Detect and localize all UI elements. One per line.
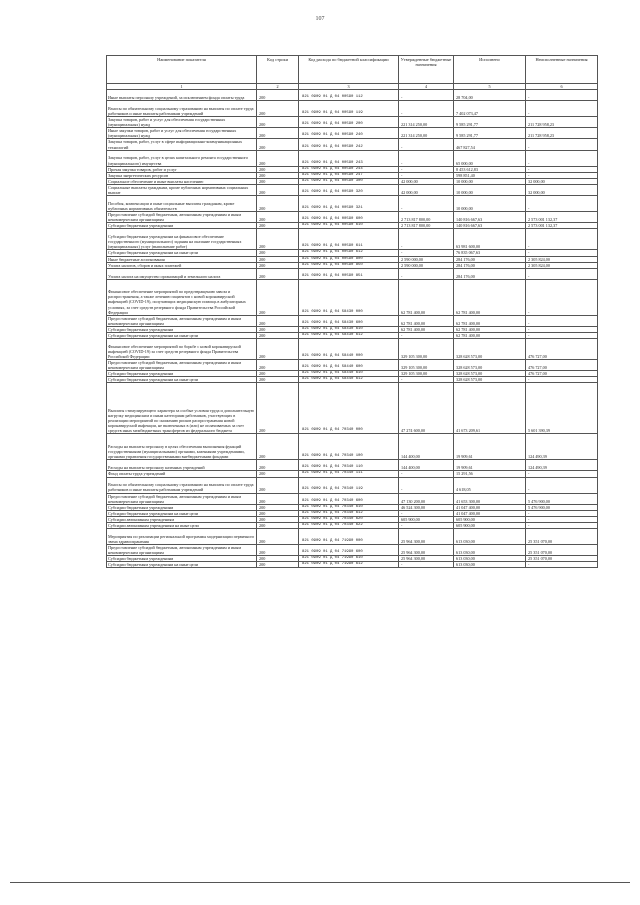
approved-amount-cell: 62 781 400,00: [399, 326, 454, 332]
row-code-cell: 200: [257, 493, 299, 504]
approved-amount-cell: 605 900,00: [399, 516, 454, 522]
indicator-name-cell: Субсидии бюджетным учреждениям на иные цели: [107, 250, 257, 256]
column-header: Наименование показателя: [107, 56, 257, 84]
unexecuted-amount-cell: 5 476 900,00: [526, 493, 598, 504]
row-code-cell: 200: [257, 150, 299, 166]
row-code-cell: 200: [257, 504, 299, 510]
unexecuted-amount-cell: 476 727,00: [526, 360, 598, 371]
table-row: [107, 383, 598, 434]
executed-amount-cell: 605 900,00: [454, 523, 526, 529]
row-code-cell: 200: [257, 166, 299, 172]
executed-amount-cell: 613 030,00: [454, 556, 526, 562]
budget-classification-cell: 821 0909 01 Д 04 70340 612: [299, 510, 399, 516]
table-row: [107, 339, 598, 360]
table-row: [107, 315, 598, 326]
unexecuted-amount-cell: -: [526, 279, 598, 315]
indicator-name-cell: Субсидии бюджетным учреждениям на иные цели: [107, 332, 257, 338]
unexecuted-amount-cell: -: [526, 562, 598, 568]
budget-execution-table: [106, 55, 598, 568]
executed-amount-cell: 41 673 209,61: [454, 383, 526, 434]
executed-amount-cell: 15 291,56: [454, 471, 526, 477]
table-row: [107, 196, 598, 212]
budget-classification-cell: 821 0909 01 Д 04 00590 600: [299, 212, 399, 223]
row-code-cell: 200: [257, 279, 299, 315]
executed-amount-cell: 613 030,00: [454, 562, 526, 568]
unexecuted-amount-cell: -: [526, 150, 598, 166]
indicator-name-cell: Субсидии автономным учреждениям: [107, 516, 257, 522]
budget-classification-cell: 821 0909 01 Д 04 58430 610: [299, 326, 399, 332]
approved-amount-cell: 62 781 400,00: [399, 279, 454, 315]
row-code-cell: 200: [257, 383, 299, 434]
indicator-name-cell: Субсидии бюджетным учреждениям на иные цели: [107, 510, 257, 516]
indicator-name-cell: Уплата налога на имущество организаций и земельного налога: [107, 268, 257, 279]
indicator-name-cell: Закупка товаров, работ, услуг в сфере информационно-коммуникационных технологий: [107, 139, 257, 150]
row-code-cell: 200: [257, 229, 299, 250]
budget-classification-cell: 821 0909 01 Д 04 00590 851: [299, 268, 399, 279]
executed-amount-cell: 9 585 291,77: [454, 128, 526, 139]
indicator-name-cell: Предоставление субсидий бюджетным, автономным учреждениям и иным некоммерческим организациям: [107, 315, 257, 326]
executed-amount-cell: 41 047 400,00: [454, 504, 526, 510]
row-code-cell: 200: [257, 212, 299, 223]
executed-amount-cell: 328 628 573,00: [454, 377, 526, 383]
budget-classification-cell: 821 0909 01 Д 04 70340 111: [299, 471, 399, 477]
approved-amount-cell: 42 000,00: [399, 184, 454, 195]
unexecuted-amount-cell: 5 476 900,00: [526, 504, 598, 510]
budget-classification-cell: 821 0909 01 Д 04 70340 610: [299, 504, 399, 510]
budget-classification-cell: 821 0909 01 Д 04 58430 612: [299, 332, 399, 338]
row-code-cell: 200: [257, 377, 299, 383]
unexecuted-amount-cell: 211 728 958,23: [526, 117, 598, 128]
unexecuted-amount-cell: -: [526, 229, 598, 250]
approved-amount-cell: -: [399, 172, 454, 178]
table-row: [107, 150, 598, 166]
executed-amount-cell: 9 585 291,77: [454, 117, 526, 128]
budget-classification-cell: 821 0909 01 Д 04 00590 300: [299, 178, 399, 184]
indicator-name-cell: Иные закупки товаров, работ и услуг для обеспечения государственных (муниципальных) нужд: [107, 128, 257, 139]
table-row: [107, 279, 598, 315]
budget-classification-cell: 821 0909 01 Д 04 58440 612: [299, 377, 399, 383]
indicator-name-cell: Уплата налогов, сборов и иных платежей: [107, 262, 257, 268]
indicator-name-cell: Взносы по обязательному социальному страхованию на выплаты по оплате труда работников и иные выплаты работникам учреждений: [107, 477, 257, 493]
unexecuted-amount-cell: 25 351 070,00: [526, 529, 598, 545]
table-row: [107, 117, 598, 128]
budget-classification-cell: 821 0909 01 Д 04 58440 000: [299, 339, 399, 360]
approved-amount-cell: 2 713 817 800,00: [399, 223, 454, 229]
table-header-row: [107, 56, 598, 84]
executed-amount-cell: 328 628 573,00: [454, 339, 526, 360]
executed-amount-cell: 7 402 073,47: [454, 101, 526, 117]
table-row: [107, 360, 598, 371]
row-code-cell: 200: [257, 268, 299, 279]
executed-amount-cell: 63 981 600,00: [454, 229, 526, 250]
row-code-cell: 200: [257, 339, 299, 360]
unexecuted-amount-cell: -: [526, 523, 598, 529]
budget-classification-cell: 821 0909 01 Д 04 00590 200: [299, 117, 399, 128]
budget-classification-cell: 821 0909 01 Д 04 00590 242: [299, 139, 399, 150]
approved-amount-cell: 47 130 200,00: [399, 493, 454, 504]
indicator-name-cell: Иные выплаты персоналу учреждений, за исключением фонда оплаты труда: [107, 90, 257, 101]
unexecuted-amount-cell: -: [526, 315, 598, 326]
indicator-name-cell: Взносы по обязательному социальному страхованию на выплаты по оплате труда работников и иные выплаты работникам учреждений: [107, 101, 257, 117]
executed-amount-cell: 605 900,00: [454, 516, 526, 522]
column-header: Утвержденные бюджетные назначения: [399, 56, 454, 84]
indicator-name-cell: Прочая закупка товаров, работ и услуг: [107, 166, 257, 172]
page-number: 107: [315, 16, 325, 22]
executed-amount-cell: 62 781 400,00: [454, 279, 526, 315]
budget-classification-cell: 821 0909 01 Д 04 71990 000: [299, 529, 399, 545]
indicator-name-cell: Субсидии бюджетным учреждениям: [107, 371, 257, 377]
approved-amount-cell: 144 400,00: [399, 434, 454, 460]
table-row: [107, 212, 598, 223]
unexecuted-amount-cell: 211 728 958,23: [526, 128, 598, 139]
budget-classification-cell: 821 0909 01 Д 04 00590 247: [299, 172, 399, 178]
unexecuted-amount-cell: 2 305 824,00: [526, 256, 598, 262]
budget-classification-cell: 821 0909 01 Д 04 00590 112: [299, 90, 399, 101]
executed-amount-cell: 65 000,00: [454, 150, 526, 166]
executed-amount-cell: 328 628 573,00: [454, 371, 526, 377]
budget-classification-cell: 821 0909 01 Д 04 00590 119: [299, 101, 399, 117]
indicator-name-cell: Закупка товаров, работ, услуг в целях капитального ремонта государственного (муниципального) имущества: [107, 150, 257, 166]
row-code-cell: 200: [257, 477, 299, 493]
row-code-cell: 200: [257, 545, 299, 556]
budget-classification-cell: 821 0909 01 Д 04 71990 600: [299, 545, 399, 556]
budget-classification-cell: 821 0909 01 Д 04 00590 320: [299, 184, 399, 195]
executed-amount-cell: 613 030,00: [454, 545, 526, 556]
table-row: [107, 529, 598, 545]
approved-amount-cell: -: [399, 332, 454, 338]
unexecuted-amount-cell: -: [526, 268, 598, 279]
table-row: [107, 128, 598, 139]
row-code-cell: 200: [257, 332, 299, 338]
budget-classification-cell: 821 0909 01 Д 04 58430 600: [299, 315, 399, 326]
indicator-name-cell: Субсидии автономным учреждениям на иные цели: [107, 523, 257, 529]
column-header: Неисполненные назначения: [526, 56, 598, 84]
approved-amount-cell: -: [399, 101, 454, 117]
column-header: Исполнено: [454, 56, 526, 84]
unexecuted-amount-cell: -: [526, 90, 598, 101]
table-row: [107, 139, 598, 150]
page-bottom-rule: [10, 882, 630, 883]
approved-amount-cell: -: [399, 377, 454, 383]
indicator-name-cell: Субсидии бюджетным учреждениям на финансовое обеспечение государственного (муниципального) задания на оказание государственных (муниципальных) услуг (выполнение работ): [107, 229, 257, 250]
approved-amount-cell: 221 314 250,00: [399, 117, 454, 128]
budget-classification-cell: 821 0909 01 Д 04 70340 119: [299, 477, 399, 493]
executed-amount-cell: 76 835 067,63: [454, 250, 526, 256]
unexecuted-amount-cell: 2 573 001 132,37: [526, 223, 598, 229]
approved-amount-cell: -: [399, 90, 454, 101]
indicator-name-cell: Предоставление субсидий бюджетным, автономным учреждениям и иным некоммерческим организациям: [107, 212, 257, 223]
unexecuted-amount-cell: -: [526, 326, 598, 332]
executed-amount-cell: 10 000,00: [454, 184, 526, 195]
table-body: [107, 90, 598, 568]
executed-amount-cell: 10 000,00: [454, 178, 526, 184]
approved-amount-cell: 62 781 400,00: [399, 315, 454, 326]
row-code-cell: 200: [257, 256, 299, 262]
unexecuted-amount-cell: 476 727,00: [526, 371, 598, 377]
budget-classification-cell: 821 0909 01 Д 04 70340 600: [299, 493, 399, 504]
unexecuted-amount-cell: -: [526, 196, 598, 212]
row-code-cell: 200: [257, 460, 299, 471]
executed-amount-cell: 140 816 667,63: [454, 212, 526, 223]
table-row: [107, 101, 598, 117]
approved-amount-cell: 2 590 000,00: [399, 256, 454, 262]
unexecuted-amount-cell: -: [526, 172, 598, 178]
executed-amount-cell: 19 909,61: [454, 434, 526, 460]
unexecuted-amount-cell: -: [526, 510, 598, 516]
unexecuted-amount-cell: 32 000,00: [526, 184, 598, 195]
budget-classification-cell: 821 0909 01 Д 04 00590 850: [299, 262, 399, 268]
budget-classification-cell: 821 0909 01 Д 04 70340 110: [299, 460, 399, 471]
budget-classification-cell: 821 0909 01 Д 04 70340 622: [299, 523, 399, 529]
indicator-name-cell: Субсидии бюджетным учреждениям: [107, 504, 257, 510]
row-code-cell: 200: [257, 556, 299, 562]
indicator-name-cell: Пособия, компенсации и иные социальные выплаты гражданам, кроме публичных нормативных обязательств: [107, 196, 257, 212]
budget-classification-cell: 821 0909 01 Д 04 00590 240: [299, 128, 399, 139]
executed-amount-cell: 10 000,00: [454, 196, 526, 212]
executed-amount-cell: 62 781 400,00: [454, 332, 526, 338]
unexecuted-amount-cell: 2 573 001 132,37: [526, 212, 598, 223]
row-code-cell: 200: [257, 196, 299, 212]
row-code-cell: 200: [257, 529, 299, 545]
approved-amount-cell: -: [399, 562, 454, 568]
indicator-name-cell: Расходы на выплаты персоналу казенных учреждений: [107, 460, 257, 471]
approved-amount-cell: 329 105 300,00: [399, 371, 454, 377]
approved-amount-cell: -: [399, 139, 454, 150]
approved-amount-cell: 221 314 250,00: [399, 128, 454, 139]
executed-amount-cell: 19 909,61: [454, 460, 526, 471]
indicator-name-cell: Фонд оплаты труда учреждений: [107, 471, 257, 477]
indicator-name-cell: Субсидии бюджетным учреждениям: [107, 556, 257, 562]
row-code-cell: 200: [257, 223, 299, 229]
budget-classification-cell: 821 0909 01 Д 04 70340 000: [299, 383, 399, 434]
table-row: [107, 562, 598, 568]
approved-amount-cell: -: [399, 150, 454, 166]
budget-classification-cell: 821 0909 01 Д 04 00590 321: [299, 196, 399, 212]
row-code-cell: 200: [257, 90, 299, 101]
budget-classification-cell: 821 0909 01 Д 04 00590 244: [299, 166, 399, 172]
executed-amount-cell: 613 030,00: [454, 529, 526, 545]
column-header: Код расхода по бюджетной классификации: [299, 56, 399, 84]
approved-amount-cell: 329 105 300,00: [399, 360, 454, 371]
executed-amount-cell: 284 176,00: [454, 262, 526, 268]
approved-amount-cell: -: [399, 477, 454, 493]
unexecuted-amount-cell: 124 490,39: [526, 460, 598, 471]
row-code-cell: 200: [257, 360, 299, 371]
row-code-cell: 200: [257, 523, 299, 529]
indicator-name-cell: Социальное обеспечение и иные выплаты населению: [107, 178, 257, 184]
approved-amount-cell: 2 590 000,00: [399, 262, 454, 268]
executed-amount-cell: 328 628 573,00: [454, 360, 526, 371]
table-row: [107, 545, 598, 556]
unexecuted-amount-cell: -: [526, 139, 598, 150]
indicator-name-cell: Субсидии бюджетным учреждениям на иные цели: [107, 562, 257, 568]
unexecuted-amount-cell: 25 351 070,00: [526, 556, 598, 562]
indicator-name-cell: Субсидии бюджетным учреждениям: [107, 326, 257, 332]
row-code-cell: 200: [257, 434, 299, 460]
unexecuted-amount-cell: -: [526, 332, 598, 338]
row-code-cell: 200: [257, 117, 299, 128]
executed-amount-cell: 62 781 400,00: [454, 326, 526, 332]
table-row: [107, 434, 598, 460]
approved-amount-cell: 25 964 300,00: [399, 529, 454, 545]
table-row: [107, 477, 598, 493]
row-code-cell: 200: [257, 315, 299, 326]
row-code-cell: 200: [257, 371, 299, 377]
row-code-cell: 200: [257, 471, 299, 477]
budget-classification-cell: 821 0909 01 Д 04 58440 610: [299, 371, 399, 377]
column-number: 1: [107, 84, 257, 90]
budget-classification-cell: 821 0909 01 Д 04 00590 243: [299, 150, 399, 166]
indicator-name-cell: Предоставление субсидий бюджетным, автономным учреждениям и иным некоммерческим организациям: [107, 360, 257, 371]
approved-amount-cell: -: [399, 471, 454, 477]
row-code-cell: 200: [257, 139, 299, 150]
approved-amount-cell: -: [399, 268, 454, 279]
row-code-cell: 200: [257, 562, 299, 568]
approved-amount-cell: 329 105 300,00: [399, 339, 454, 360]
row-code-cell: 200: [257, 250, 299, 256]
unexecuted-amount-cell: 2 305 824,00: [526, 262, 598, 268]
indicator-name-cell: Предоставление субсидий бюджетным, автономным учреждениям и иным некоммерческим организациям: [107, 493, 257, 504]
indicator-name-cell: Выплаты стимулирующего характера за особые условия труда и дополнительную нагрузку медицинским и иным категориям работников, участвующих в реализации мероприятий по снижению рисков распространения новой коронавирусной инфекции, не включенных в (или) не оплачиваемых за счет средств иных межбюджетных трансфертов из федерального бюджета: [107, 383, 257, 434]
row-code-cell: 200: [257, 184, 299, 195]
indicator-name-cell: Закупка товаров, работ и услуг для обеспечения государственных (муниципальных) нужд: [107, 117, 257, 128]
budget-classification-cell: 821 0909 01 Д 04 00590 800: [299, 256, 399, 262]
row-code-cell: 200: [257, 101, 299, 117]
approved-amount-cell: 42 000,00: [399, 178, 454, 184]
approved-amount-cell: 2 713 817 800,00: [399, 212, 454, 223]
column-number: 3: [299, 84, 399, 90]
approved-amount-cell: -: [399, 510, 454, 516]
executed-amount-cell: 41 047 400,00: [454, 510, 526, 516]
indicator-name-cell: Социальные выплаты гражданам, кроме публичных нормативных социальных выплат: [107, 184, 257, 195]
unexecuted-amount-cell: -: [526, 471, 598, 477]
table-row: [107, 229, 598, 250]
budget-classification-cell: 821 0909 01 Д 04 71990 612: [299, 562, 399, 568]
row-code-cell: 200: [257, 326, 299, 332]
executed-amount-cell: 140 816 667,63: [454, 223, 526, 229]
indicator-name-cell: Финансовое обеспечение мероприятий по предотвращению завоза и распространения, а также лечению пациентов с новой коронавирусной инфекцией (COVID-19), получающих медицинскую помощь в амбулаторных условиях, за счет средств резервного фонда Правительства Российской Федерации: [107, 279, 257, 315]
budget-classification-cell: 821 0909 01 Д 04 00590 612: [299, 250, 399, 256]
unexecuted-amount-cell: 476 727,00: [526, 339, 598, 360]
unexecuted-amount-cell: -: [526, 101, 598, 117]
approved-amount-cell: 46 524 300,00: [399, 504, 454, 510]
indicator-name-cell: Закупка энергетических ресурсов: [107, 172, 257, 178]
budget-classification-cell: 821 0909 01 Д 04 00590 611: [299, 229, 399, 250]
unexecuted-amount-cell: -: [526, 516, 598, 522]
executed-amount-cell: 62 781 400,00: [454, 315, 526, 326]
indicator-name-cell: Субсидии бюджетным учреждениям: [107, 223, 257, 229]
row-code-cell: 200: [257, 262, 299, 268]
budget-classification-cell: 821 0909 01 Д 04 00590 610: [299, 223, 399, 229]
column-number: 4: [399, 84, 454, 90]
budget-classification-cell: 821 0909 01 Д 04 70340 620: [299, 516, 399, 522]
table-row: [107, 184, 598, 195]
approved-amount-cell: -: [399, 166, 454, 172]
indicator-name-cell: Финансовое обеспечение мероприятий по борьбе с новой коронавирусной инфекцией (COVID-19) за счет средств резервного фонда Правительства Российской Федерации: [107, 339, 257, 360]
table-row: [107, 268, 598, 279]
budget-classification-cell: 821 0909 01 Д 04 58440 600: [299, 360, 399, 371]
indicator-name-cell: Субсидии бюджетным учреждениям на иные цели: [107, 377, 257, 383]
executed-amount-cell: 4 618,05: [454, 477, 526, 493]
unexecuted-amount-cell: 124 490,39: [526, 434, 598, 460]
row-code-cell: 200: [257, 510, 299, 516]
approved-amount-cell: -: [399, 229, 454, 250]
column-header: Код строки: [257, 56, 299, 84]
approved-amount-cell: 25 964 300,00: [399, 556, 454, 562]
indicator-name-cell: Расходы на выплаты персоналу в целях обеспечения выполнения функций государственными (муниципальными) органами, казенными учреждениями, органами управления государственными внебюджетными фондами: [107, 434, 257, 460]
budget-classification-cell: 821 0909 01 Д 04 58430 000: [299, 279, 399, 315]
unexecuted-amount-cell: -: [526, 166, 598, 172]
approved-amount-cell: -: [399, 250, 454, 256]
executed-amount-cell: 284 176,00: [454, 268, 526, 279]
approved-amount-cell: 144 400,00: [399, 460, 454, 471]
table-row: [107, 90, 598, 101]
approved-amount-cell: 47 274 600,00: [399, 383, 454, 434]
column-number: 5: [454, 84, 526, 90]
unexecuted-amount-cell: -: [526, 477, 598, 493]
indicator-name-cell: Иные бюджетные ассигнования: [107, 256, 257, 262]
column-number: 2: [257, 84, 299, 90]
executed-amount-cell: 284 176,00: [454, 256, 526, 262]
table-row: [107, 493, 598, 504]
approved-amount-cell: 25 964 300,00: [399, 545, 454, 556]
budget-classification-cell: 821 0909 01 Д 04 70340 100: [299, 434, 399, 460]
row-code-cell: 200: [257, 178, 299, 184]
executed-amount-cell: 28 704,00: [454, 90, 526, 101]
column-number: 6: [526, 84, 598, 90]
approved-amount-cell: -: [399, 523, 454, 529]
unexecuted-amount-cell: 25 351 070,00: [526, 545, 598, 556]
executed-amount-cell: 467 827,54: [454, 139, 526, 150]
executed-amount-cell: 598 851,40: [454, 172, 526, 178]
executed-amount-cell: 8 453 612,83: [454, 166, 526, 172]
row-code-cell: 200: [257, 516, 299, 522]
approved-amount-cell: -: [399, 196, 454, 212]
unexecuted-amount-cell: 32 000,00: [526, 178, 598, 184]
unexecuted-amount-cell: -: [526, 250, 598, 256]
executed-amount-cell: 41 653 300,00: [454, 493, 526, 504]
row-code-cell: 200: [257, 128, 299, 139]
indicator-name-cell: Мероприятия по реализации региональной программы модернизации первичного звена здравоохранения: [107, 529, 257, 545]
indicator-name-cell: Предоставление субсидий бюджетным, автономным учреждениям и иным некоммерческим организациям: [107, 545, 257, 556]
unexecuted-amount-cell: -: [526, 377, 598, 383]
unexecuted-amount-cell: 5 601 390,39: [526, 383, 598, 434]
table-row: [107, 460, 598, 471]
budget-classification-cell: 821 0909 01 Д 04 71990 610: [299, 556, 399, 562]
row-code-cell: 200: [257, 172, 299, 178]
